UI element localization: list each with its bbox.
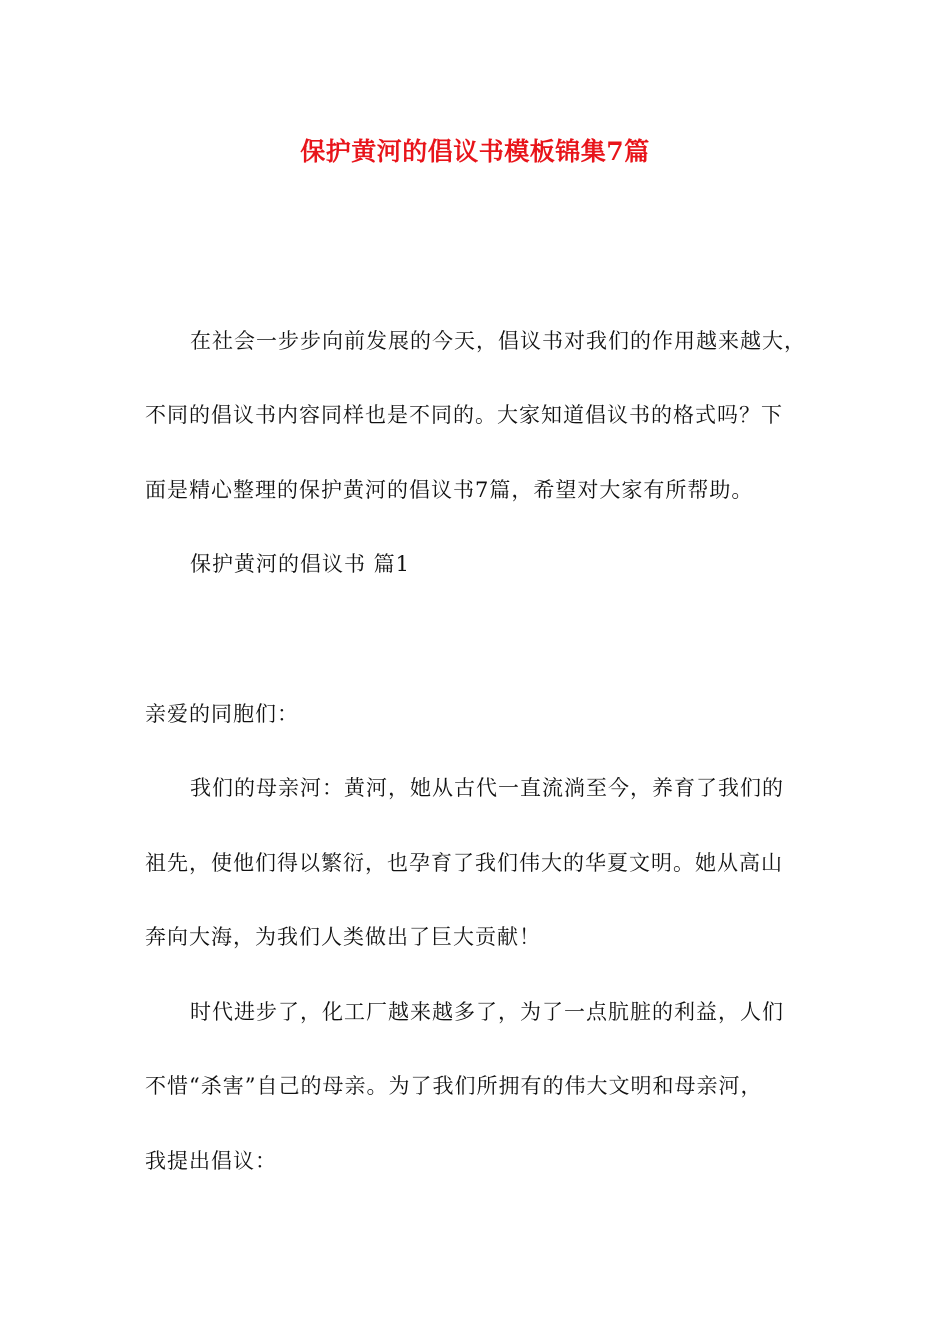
body-line: 祖先，使他们得以繁衍，也孕育了我们伟大的华夏文明。她从高山 — [145, 851, 783, 875]
section-heading: 保护黄河的倡议书 篇1 — [190, 552, 411, 576]
document-title: 保护黄河的倡议书模板锦集7篇 — [300, 137, 650, 166]
body-line: 奔向大海，为我们人类做出了巨大贡献！ — [145, 925, 541, 949]
intro-line: 不同的倡议书内容同样也是不同的。大家知道倡议书的格式吗？下 — [145, 403, 783, 427]
body-line: 时代进步了，化工厂越来越多了，为了一点肮脏的利益，人们 — [190, 1000, 784, 1024]
intro-line: 在社会一步步向前发展的今天，倡议书对我们的作用越来越大， — [190, 329, 806, 353]
body-line: 我提出倡议： — [145, 1149, 277, 1173]
intro-line: 面是精心整理的保护黄河的倡议书7篇，希望对大家有所帮助。 — [145, 478, 754, 502]
salutation: 亲爱的同胞们： — [145, 702, 299, 726]
body-line: 我们的母亲河：黄河，她从古代一直流淌至今，养育了我们的 — [190, 776, 784, 800]
body-line: 不惜“杀害”自己的母亲。为了我们所拥有的伟大文明和母亲河， — [145, 1074, 763, 1098]
